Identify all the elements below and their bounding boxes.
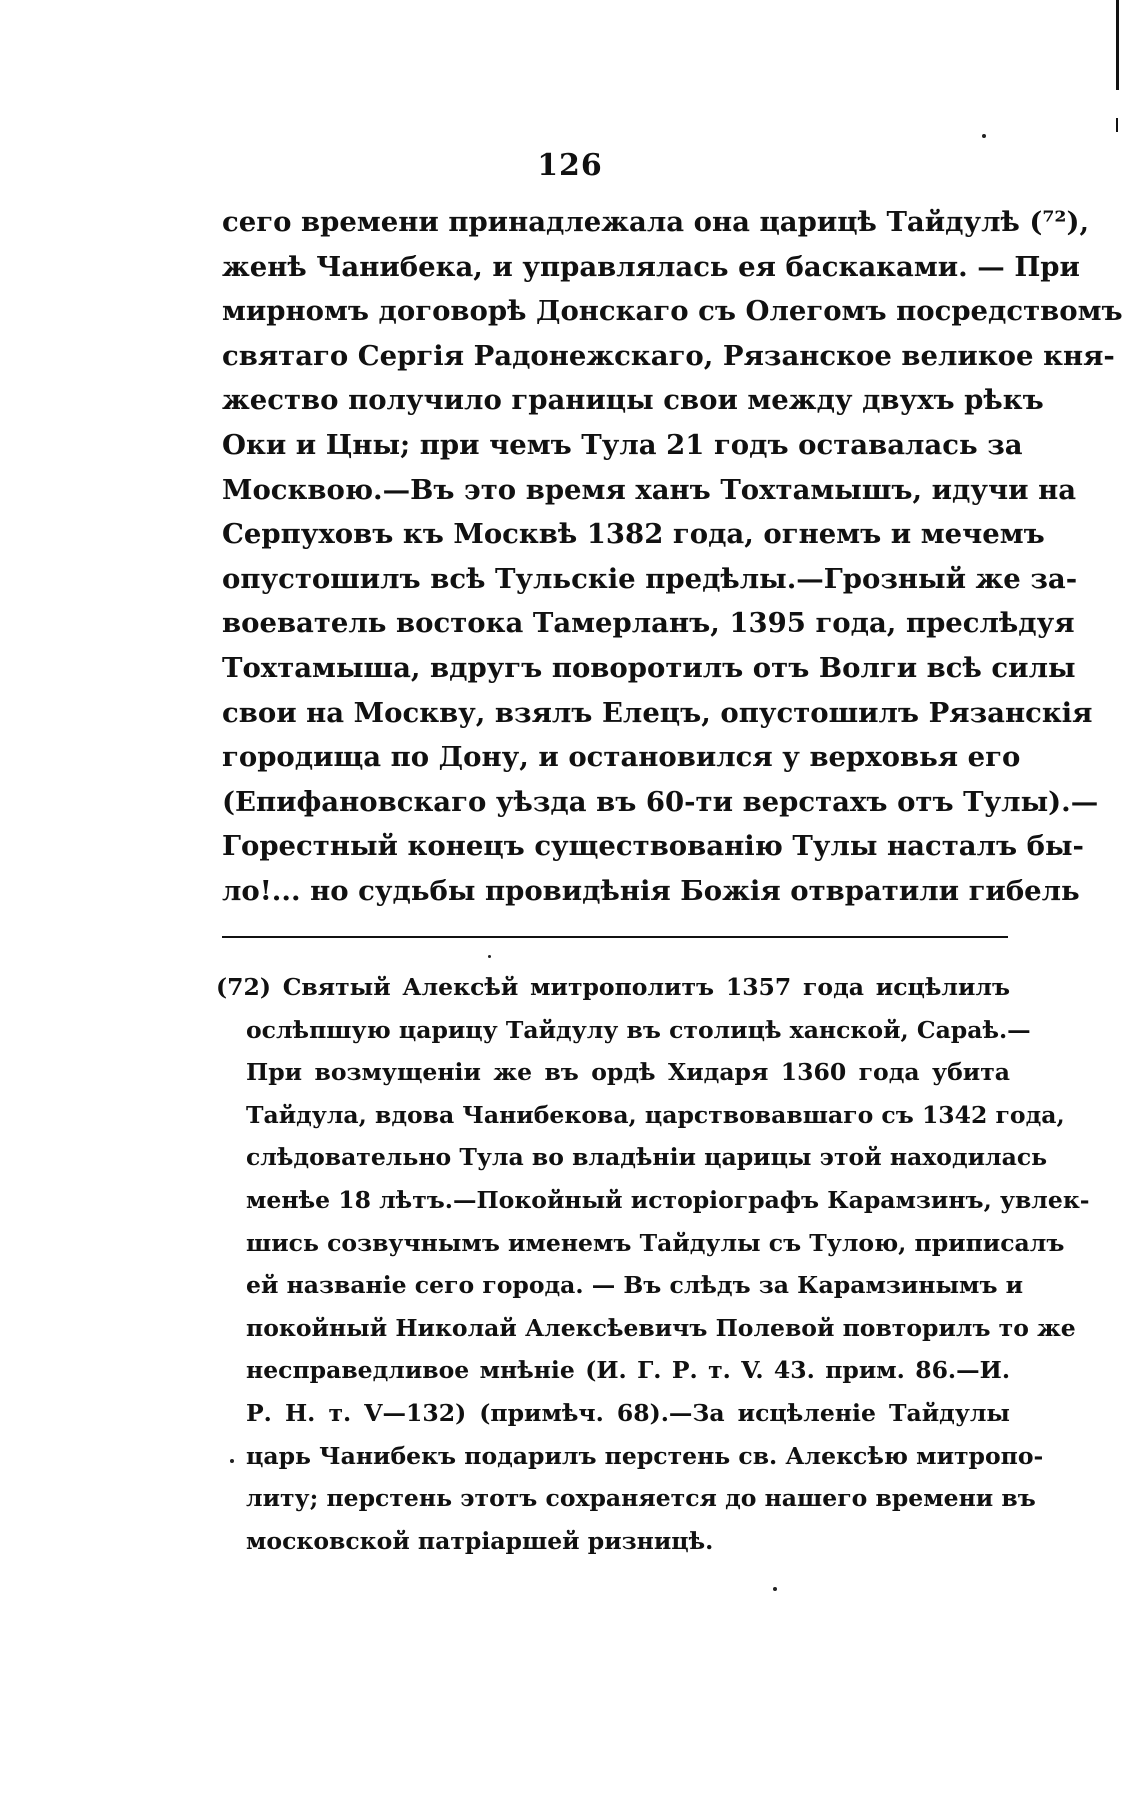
scan-edge-mark — [1116, 118, 1118, 132]
scan-speck — [982, 134, 986, 138]
main-text-line: городища по Дону, и остановился у верховья его — [222, 741, 1021, 774]
main-text-line: женѣ Чанибека, и управлялась ея баскаками. — При — [222, 250, 1080, 283]
footnote — [216, 966, 1090, 1562]
main-text-line: Оки и Цны; при чемъ Тула 21 годъ оставалась за — [222, 428, 1023, 461]
main-text-line: Серпуховъ къ Москвѣ 1382 года, огнемъ и мечемъ — [222, 518, 1045, 551]
footnote-line: менѣе 18 лѣтъ.—Покойный исторіографъ Карамзинъ, увлек- — [246, 1185, 1090, 1214]
main-text-line: опустошилъ всѣ Тульскіе предѣлы.—Грозный же за- — [222, 562, 1078, 595]
footnote-line: ей названіе сего города. — Въ слѣдъ за Карамзинымъ и — [246, 1271, 1024, 1300]
footnote-line: Тайдула, вдова Чанибекова, царствовавшаго съ 1342 года, — [246, 1100, 1065, 1129]
footnote-line: несправедливое мнѣніе (И. Г. Р. т. V. 43. прим. 86.—И. — [246, 1356, 1010, 1385]
main-text-line: сего времени принадлежала она царицѣ Тайдулѣ (⁷²), — [222, 206, 1090, 238]
scan-speck — [773, 1587, 777, 1591]
main-text-line: жество получило границы свои между двухъ рѣкъ — [222, 384, 1044, 417]
footnote-line: При возмущеніи же въ ордѣ Хидаря 1360 года убита — [246, 1058, 1010, 1087]
main-text-line: святаго Сергія Радонежскаго, Рязанское великое кня- — [222, 339, 1115, 372]
footnote-line: (72) Святый Алексѣй митрополитъ 1357 года исцѣлилъ — [216, 973, 1010, 1001]
footnote-separator — [222, 936, 1008, 938]
main-text-line: воеватель востока Тамерланъ, 1395 года, преслѣдуя — [222, 607, 1075, 640]
page-number: 126 — [537, 148, 603, 183]
footnote-line: Р. Н. т. V—132) (примѣч. 68).—За исцѣленіе Тайдулы — [246, 1398, 1010, 1427]
main-text — [222, 200, 1123, 914]
scan-speck — [230, 1459, 234, 1463]
main-text-line: Москвою.—Въ это время ханъ Тохтамышъ, идучи на — [222, 473, 1077, 506]
main-text-line: Тохтамыша, вдругъ поворотилъ отъ Волги всѣ силы — [222, 651, 1076, 684]
scan-edge-line — [1116, 0, 1119, 90]
footnote-line: ослѣпшую царицу Тайдулу въ столицѣ ханской, Сараѣ.— — [246, 1015, 1031, 1044]
main-text-line: (Епифановскаго уѣзда въ 60-ти верстахъ отъ Тулы).— — [222, 785, 1099, 818]
main-text-line: свои на Москву, взялъ Елецъ, опустошилъ Рязанскія — [222, 696, 1093, 729]
footnote-line: слѣдовательно Тула во владѣніи царицы этой находилась — [246, 1143, 1048, 1172]
footnote-line: покойный Николай Алексѣевичъ Полевой повторилъ то же — [246, 1313, 1076, 1342]
footnote-line: литу; перстень этотъ сохраняется до нашего времени въ — [246, 1484, 1036, 1513]
scan-speck — [488, 955, 491, 958]
main-text-line: мирномъ договорѣ Донскаго съ Олегомъ посредствомъ — [222, 295, 1123, 328]
main-text-line: Горестный конецъ существованію Тулы насталъ бы- — [222, 830, 1084, 863]
footnote-line: московской патріаршей ризницѣ. — [246, 1526, 714, 1555]
footnote-line: царь Чанибекъ подарилъ перстень св. Алексѣю митропо- — [246, 1441, 1044, 1470]
footnote-line: шись созвучнымъ именемъ Тайдулы съ Тулою, приписалъ — [246, 1228, 1065, 1257]
main-text-line: ло!... но судьбы провидѣнія Божія отвратили гибель — [222, 874, 1080, 907]
